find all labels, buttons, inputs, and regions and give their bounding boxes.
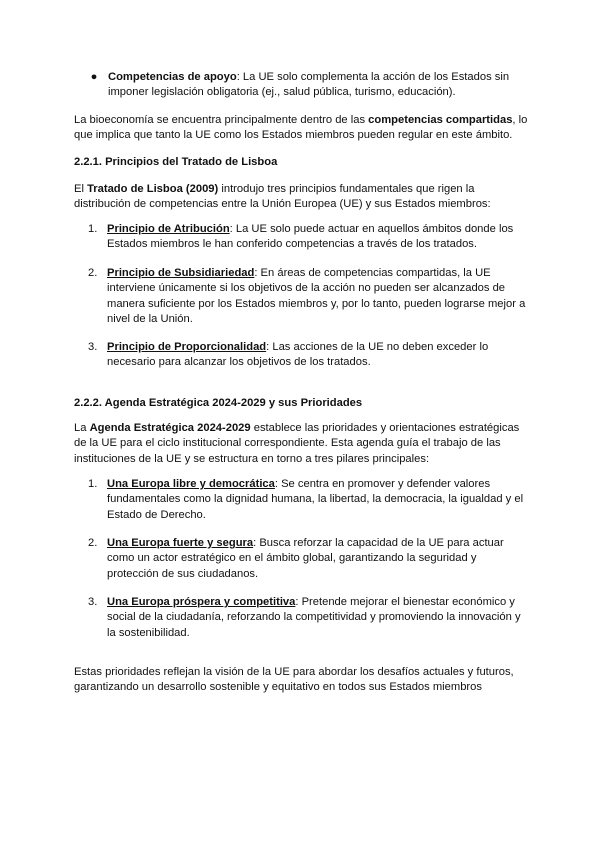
item-number: 2. bbox=[88, 267, 98, 279]
item-number: 3. bbox=[88, 341, 98, 353]
section-222-heading: 2.2.2. Agenda Estratégica 2024-2029 y sus Prioridades bbox=[74, 397, 363, 409]
lead-221-before: El bbox=[74, 183, 88, 195]
lead-222-before: La bbox=[74, 422, 90, 434]
item-number: 2. bbox=[88, 537, 98, 549]
lead-221-after: introdujo tres principios fundamentales que rigen la distribución de competencias entre la Unión Europea (UE) y sus Estados miembros: bbox=[74, 183, 491, 211]
bullet-item-competencias-apoyo bbox=[88, 70, 528, 101]
lead-222-after: establece las prioridades y orientaciones estratégicas de la UE para el ciclo institucional correspondiente. Esta agenda guía el trabajo de las instituciones de la UE y se estructura en torno a tres pilares principales: bbox=[74, 422, 520, 465]
pillar-item bbox=[88, 595, 528, 641]
pillar-item bbox=[88, 477, 528, 523]
item-term: Principio de Subsidiariedad bbox=[107, 267, 255, 279]
intro-text-before: La bioeconomía se encuentra principalmente dentro de las bbox=[74, 114, 369, 126]
section-221-lead bbox=[74, 182, 530, 213]
closing-paragraph: Estas prioridades reflejan la visión de la UE para abordar los desafíos actuales y futuros, garantizando un desarrollo sostenible y equitativo en todos sus Estados miembros bbox=[74, 666, 514, 694]
item-text bbox=[107, 340, 528, 371]
item-text bbox=[107, 477, 528, 523]
item-term: Principio de Atribución bbox=[107, 223, 230, 235]
item-number: 1. bbox=[88, 223, 98, 235]
item-text bbox=[107, 595, 528, 641]
item-text bbox=[107, 222, 528, 253]
item-description: : Pretende mejorar el bienestar económico y social de la ciudadanía, reforzando la competitividad y promoviendo la innovación y la sostenibilidad. bbox=[107, 596, 521, 639]
item-description: : Se centra en promover y defender valores fundamentales como la dignidad humana, la libertad, la democracia, la igualdad y el Estado de Derecho. bbox=[107, 478, 524, 521]
bullet-dot-icon: ● bbox=[90, 71, 98, 83]
item-description: : En áreas de competencias compartidas, la UE interviene únicamente si los objetivos de la acción no pueden ser alcanzados de manera suficiente por los Estados miembros y, por lo tanto, pueden lograrse mejor a nivel de la Unión. bbox=[107, 267, 526, 326]
item-term: Una Europa libre y democrática bbox=[107, 478, 275, 490]
intro-text-after: , lo que implica que tanto la UE como los Estados miembros pueden regular en este ámbito. bbox=[74, 114, 528, 142]
item-description: : Busca reforzar la capacidad de la UE para actuar como un actor estratégico en el ámbito global, garantizando la seguridad y protección de sus ciudadanos. bbox=[107, 537, 504, 580]
bullet-description: : La UE solo complementa la acción de los Estados sin imponer legislación obligatoria (ej., salud pública, turismo, educación). bbox=[108, 71, 510, 99]
principle-item bbox=[88, 222, 528, 253]
intro-paragraph bbox=[74, 113, 530, 144]
bullet-text bbox=[108, 70, 528, 101]
item-term: Una Europa fuerte y segura bbox=[107, 537, 254, 549]
intro-term: competencias compartidas bbox=[368, 114, 513, 126]
principle-item bbox=[88, 266, 528, 328]
item-term: Una Europa próspera y competitiva bbox=[107, 596, 296, 608]
item-term: Principio de Proporcionalidad bbox=[107, 341, 267, 353]
item-text bbox=[107, 266, 528, 328]
section-222-lead bbox=[74, 421, 530, 467]
pillar-item bbox=[88, 536, 528, 582]
lead-221-term: Tratado de Lisboa (2009) bbox=[87, 183, 219, 195]
item-description: : La UE solo puede actuar en aquellos ámbitos donde los Estados miembros le han conferido competencias a través de los tratados. bbox=[107, 223, 514, 251]
item-number: 1. bbox=[88, 478, 98, 490]
principle-item bbox=[88, 340, 528, 371]
item-text bbox=[107, 536, 528, 582]
item-number: 3. bbox=[88, 596, 98, 608]
lead-222-term: Agenda Estratégica 2024-2029 bbox=[89, 422, 251, 434]
bullet-term: Competencias de apoyo bbox=[108, 71, 237, 83]
section-221-heading: 2.2.1. Principios del Tratado de Lisboa bbox=[74, 156, 278, 168]
item-description: : Las acciones de la UE no deben exceder lo necesario para alcanzar los objetivos de los tratados. bbox=[107, 341, 489, 369]
